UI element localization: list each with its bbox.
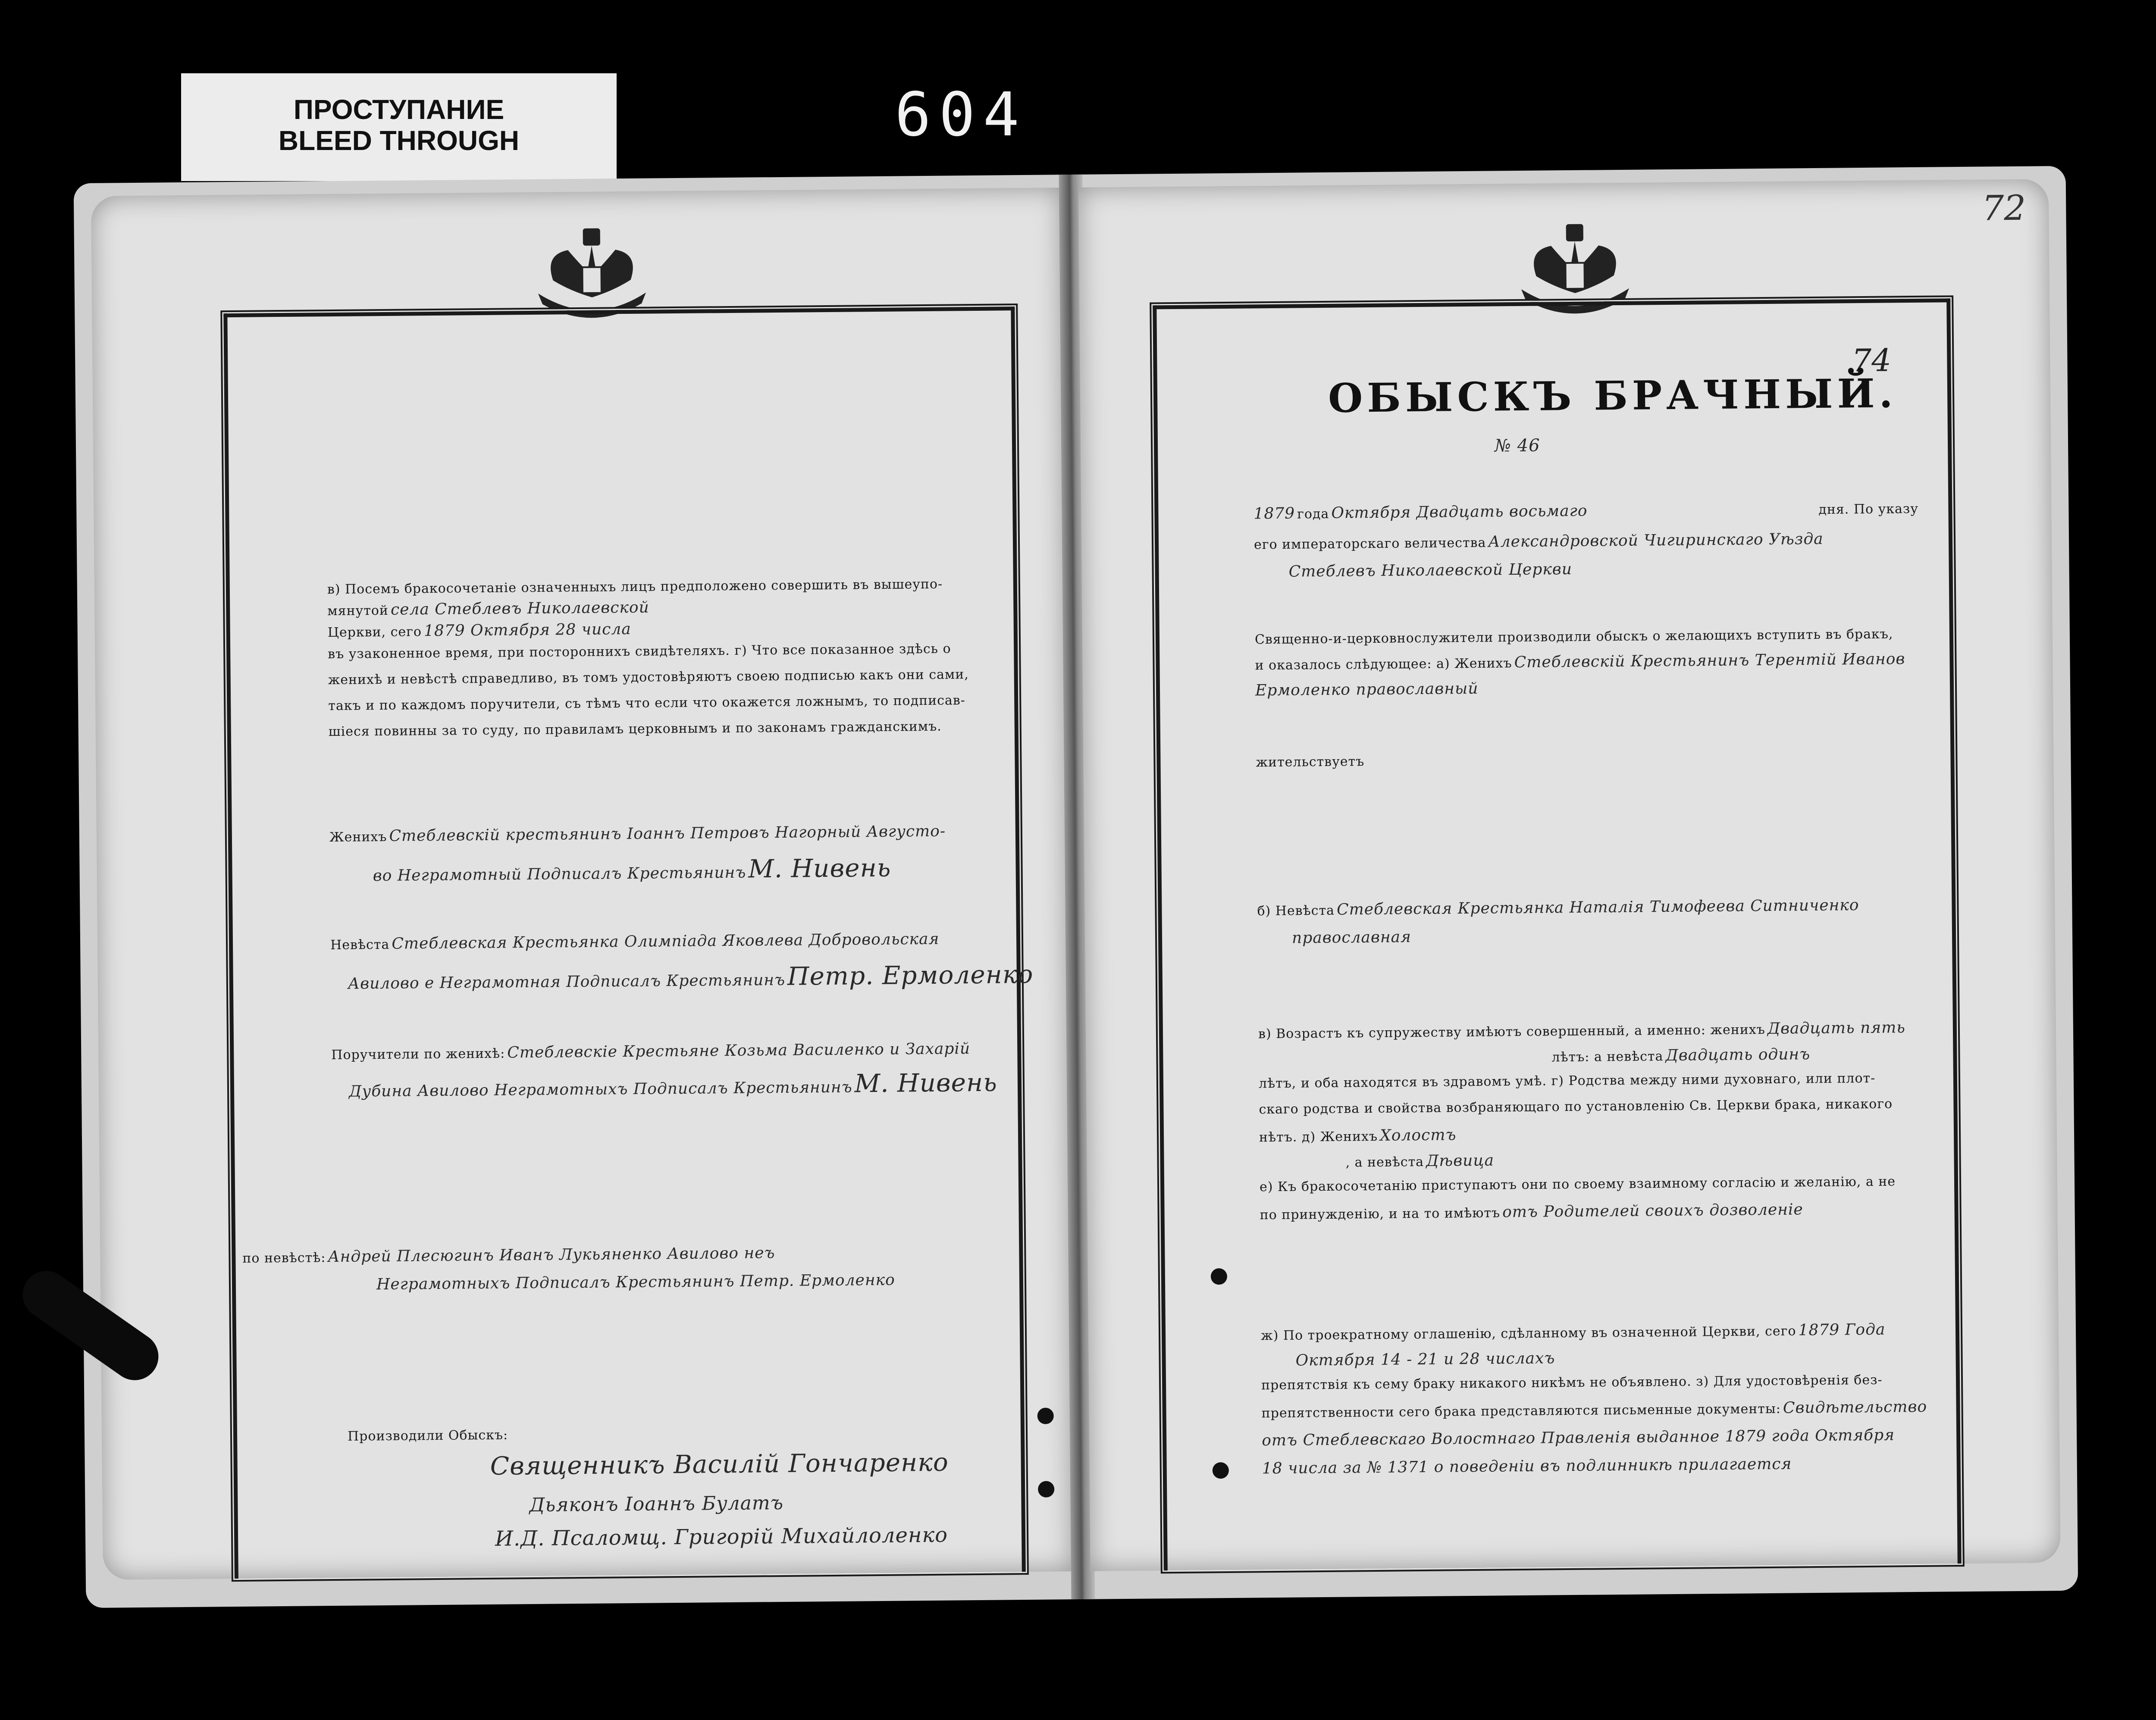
groom-guarantors-signature: М. Нивень <box>854 1067 998 1098</box>
intro-line-3: Церкви, сего <box>327 624 422 641</box>
label-line-en: BLEED THROUGH <box>278 125 520 156</box>
status-prefix: нѣтъ. д) Женихъ <box>1259 1129 1378 1145</box>
groom-guarantors-line-2: Дубина Авилово Неграмотныхъ Подписалъ Крестьянинъ <box>348 1078 852 1101</box>
uezd-handwritten: Александровской Чигиринскаго Уѣзда <box>1488 530 1824 551</box>
left-page <box>91 188 1073 1580</box>
groom-guarantors-line-1: Стеблевскiе Крестьяне Козьма Василенко и Захарiй <box>507 1040 971 1062</box>
consent-line-1: е) Къ бракосочетанiю приступаютъ они по своему взаимному согласiю и желанiю, а не <box>1259 1174 1896 1195</box>
day-label: дня. По указу <box>1818 501 1919 517</box>
bride-handwritten: Стеблевская Крестьянка Наталiя Тимофеева Ситниченко <box>1336 896 1859 919</box>
year-handwritten: 1879 <box>1253 504 1295 523</box>
page-number: 72 <box>1981 188 2026 228</box>
documents-handwritten-1: Свидѣтельство <box>1783 1398 1927 1417</box>
clergy-line-2: и оказалось слѣдующее: а) Женихъ <box>1255 656 1512 673</box>
groom-age-handwritten: Двадцать пять <box>1767 1019 1906 1038</box>
label-line-ru: ПРОСТУПАНИЕ <box>293 94 505 125</box>
age-years-label: лѣтъ: а невѣста <box>1551 1049 1664 1065</box>
record-number: № 46 <box>1494 435 1540 456</box>
clergy-line-1: Священно-и-церковнослужители производили обыскъ о желающихъ вступить въ бракъ, <box>1254 626 1893 647</box>
banns-dates-handwritten: Октября 14 - 21 и 28 числахъ <box>1295 1349 1555 1370</box>
bride-signature: Петр. Ермоленко <box>787 959 1034 991</box>
binding-hole <box>1038 1481 1054 1497</box>
bride-entry-line-2: Авилово е Неграмотная Подписалъ Крестьянинъ <box>348 971 786 993</box>
bride-age-handwritten: Двадцать одинъ <box>1665 1045 1811 1065</box>
priest-signature: Священникъ Василiй Гончаренко <box>490 1447 949 1481</box>
consent-handwritten: отъ Родителей своихъ дозволенiе <box>1502 1201 1803 1221</box>
open-register-book <box>74 166 2078 1608</box>
documents-handwritten-3: 18 числа за № 1371 о поведенiи въ подлинникѣ прилагается <box>1262 1455 1792 1478</box>
church-name-handwritten: села Стеблевъ Николаевской <box>390 598 649 619</box>
intro-line-7: шiеся повинны за то суду, по правиламъ церковнымъ и по законамъ гражданскимъ. <box>328 719 942 740</box>
deacon-signature: Дьяконъ Iоаннъ Булатъ <box>529 1492 784 1517</box>
groom-guarantor-signature: М. Нивень <box>748 853 891 884</box>
groom-guarantors-label: Поручители по женихѣ: <box>331 1046 505 1063</box>
psalmist-signature: И.Д. Псаломщ. Григорiй Михайлоленко <box>495 1523 948 1551</box>
consent-line-2: по принужденiю, и на то имѣютъ <box>1260 1205 1501 1223</box>
intro-line-2: мянутой <box>327 603 389 619</box>
binding-hole <box>1037 1407 1054 1424</box>
intro-line-4: въ узаконенное время, при постороннихъ свидѣтеляхъ. г) Что все показанное здѣсь о <box>328 641 951 662</box>
bride-label-right: б) Невѣста <box>1257 903 1335 919</box>
bride-status-prefix: , а невѣста <box>1345 1154 1424 1170</box>
documents-handwritten-2: отъ Стеблевскаго Волостнаго Правленiя выданное 1879 года Октября <box>1262 1426 1895 1450</box>
binding-hole <box>1211 1268 1227 1285</box>
month-day-handwritten: Октября Двадцать восьмаго <box>1331 502 1588 522</box>
bride-guarantors-line-1: Андрей Плесюгинъ Иванъ Лукьяненко Авилово неъ <box>328 1244 775 1266</box>
bride-entry-line-1: Стеблевская Крестьянка Олимпiада Яковлева Добровольская <box>392 930 940 953</box>
groom-handwritten: Стеблевскiй Крестьянинъ Терентiй Иванов <box>1514 650 1905 672</box>
groom-status-handwritten: Холостъ <box>1379 1126 1457 1145</box>
frame-number: 604 <box>895 80 1027 150</box>
bride-handwritten-2: православная <box>1291 928 1412 947</box>
health-line: лѣтъ, и оба находятся въ здравомъ умѣ. г) Родства между ними духовнаго, или плот- <box>1258 1070 1876 1091</box>
bride-guarantors-label: по невѣстѣ: <box>242 1250 326 1266</box>
groom-entry-line-1: Стеблевскiй крестьянинъ Iоаннъ Петровъ Нагорный Августо- <box>389 822 946 845</box>
banns-line-1: ж) По троекратному оглашенiю, сдѣланному въ означенной Церкви, сего <box>1260 1323 1796 1344</box>
wedding-date-handwritten: 1879 Октября 28 числа <box>423 620 631 640</box>
margin-mark: 74 <box>1852 342 1892 379</box>
banns-line-3: препятственности сего брака представляются письменные документы: <box>1261 1401 1781 1421</box>
groom-label: Женихъ <box>329 829 387 845</box>
year-label: года <box>1297 506 1329 522</box>
bride-guarantors-line-2: Неграмотныхъ Подписалъ Крестьянинъ Петр. Ермоленко <box>376 1271 895 1294</box>
document-title: ОБЫСКЪ БРАЧНЫЙ. <box>1328 370 1897 422</box>
residence-label: жительствуетъ <box>1256 754 1365 770</box>
kinship-line: скаго родства и свойства возбраняющаго по установленiю Св. Церкви брака, никакого <box>1259 1096 1893 1117</box>
right-page <box>1078 179 2061 1571</box>
groom-handwritten-2: Ермоленко православный <box>1255 679 1479 700</box>
bride-label: Невѣста <box>330 937 390 953</box>
church-handwritten: Стеблевъ Николаевской Церкви <box>1288 560 1573 581</box>
binding-hole <box>1213 1462 1229 1479</box>
banns-line-2: препятствiя къ сему браку никакого никѣмъ не объявлено. з) Для удостовѣренiя без- <box>1261 1372 1883 1393</box>
bride-status-handwritten: Дѣвица <box>1426 1151 1495 1170</box>
majesty-line: его императорскаго величества <box>1253 535 1486 553</box>
bleed-through-label <box>181 73 617 181</box>
banns-year-handwritten: 1879 Года <box>1798 1320 1886 1339</box>
intro-line-1: в) Посемъ бракосочетанiе означенныхъ лицъ предположено совершить въ вышеупо- <box>327 576 943 597</box>
performed-by-label: Производили Обыскъ: <box>347 1427 508 1444</box>
intro-line-6: такъ и по каждомъ поручители, съ тѣмъ что если что окажется ложнымъ, то подписав- <box>328 693 965 714</box>
groom-entry-line-2: во Неграмотный Подписалъ Крестьянинъ <box>373 863 746 885</box>
age-line-1: в) Возрастъ къ супружеству имѣютъ совершенный, а именно: женихъ <box>1258 1022 1765 1042</box>
intro-line-5: женихѣ и невѣстѣ справедливо, въ томъ удостовѣряютъ своею подписью какъ они сами, <box>328 667 969 688</box>
